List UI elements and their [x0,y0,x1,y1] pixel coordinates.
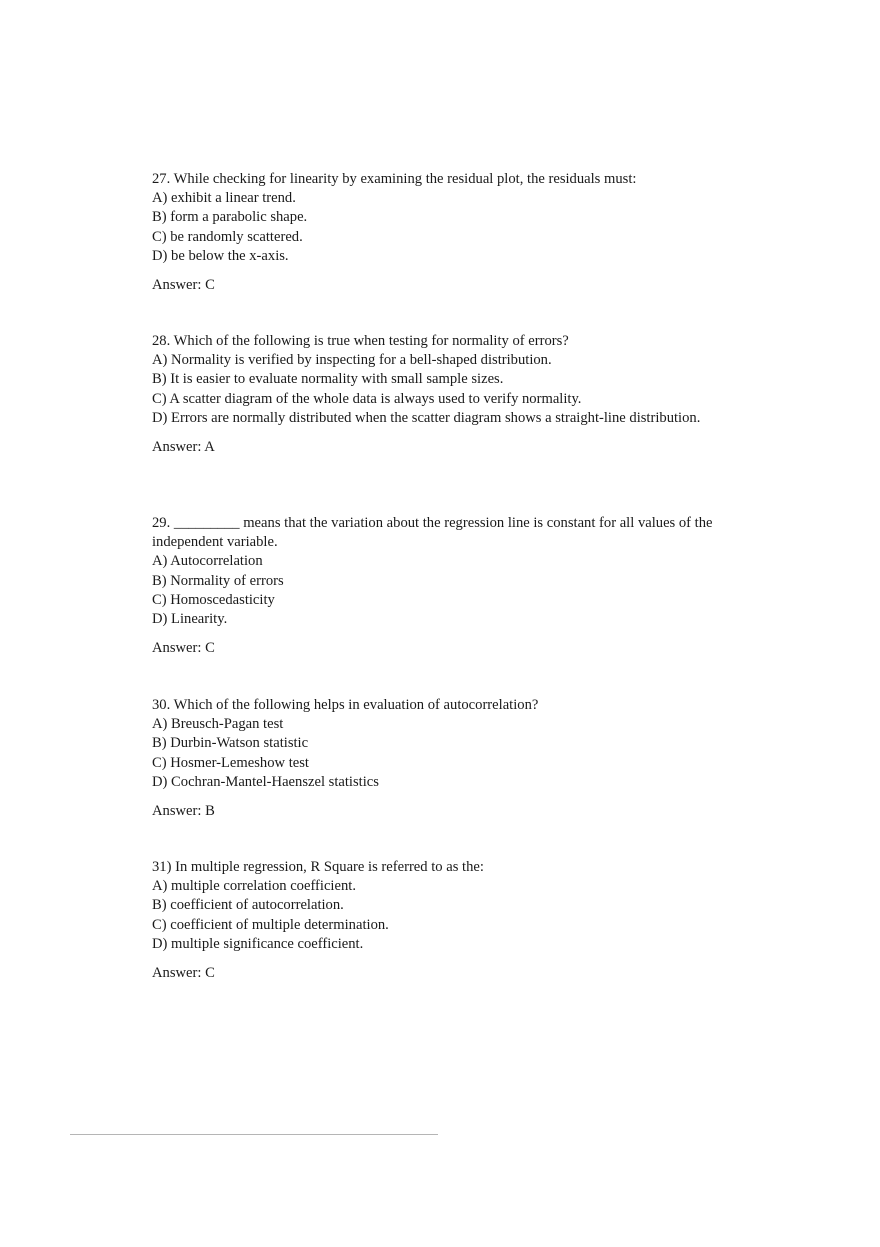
answer-label: Answer: C [152,277,215,294]
answer-label: Answer: C [152,640,215,657]
question-31 [152,858,732,983]
answer-label: Answer: C [152,965,215,982]
option-b: B) coefficient of autocorrelation. [152,897,344,914]
option-d: D) Linearity. [152,611,228,628]
option-c: C) be randomly scattered. [152,228,303,245]
answer-label: Answer: A [152,439,215,456]
question-29 [152,514,732,658]
option-b: B) It is easier to evaluate normality with small sample sizes. [152,371,504,388]
option-c: C) Hosmer-Lemeshow test [152,754,309,771]
option-a: A) multiple correlation coefficient. [152,878,356,895]
option-c: C) A scatter diagram of the whole data is always used to verify normality. [152,390,582,407]
option-b: B) Normality of errors [152,572,284,589]
question-stem: 31) In multiple regression, R Square is referred to as the: [152,859,484,875]
option-b: B) Durbin-Watson statistic [152,735,309,752]
answer-label: Answer: B [152,803,215,820]
option-c: C) coefficient of multiple determination. [152,916,389,933]
option-d: D) Errors are normally distributed when the scatter diagram shows a straight-line distribution. [152,409,701,426]
option-a: A) Autocorrelation [152,553,263,570]
option-d: D) Cochran-Mantel-Haenszel statistics [152,773,379,790]
option-a: A) Normality is verified by inspecting for a bell-shaped distribution. [152,352,552,369]
question-stem: 29. _________ means that the variation about the regression line is constant for all values of the independent variable. [152,515,713,551]
option-a: A) Breusch-Pagan test [152,716,284,733]
question-28 [152,332,732,457]
option-d: D) multiple significance coefficient. [152,935,364,952]
question-27 [152,170,732,295]
question-stem: 30. Which of the following helps in evaluation of autocorrelation? [152,697,539,713]
question-30 [152,696,732,821]
question-stem: 28. Which of the following is true when testing for normality of errors? [152,333,569,349]
option-c: C) Homoscedasticity [152,591,275,608]
footnote-divider [70,1134,438,1135]
option-b: B) form a parabolic shape. [152,209,308,226]
question-stem: 27. While checking for linearity by examining the residual plot, the residuals must: [152,171,637,187]
option-d: D) be below the x-axis. [152,247,289,264]
option-a: A) exhibit a linear trend. [152,190,296,207]
